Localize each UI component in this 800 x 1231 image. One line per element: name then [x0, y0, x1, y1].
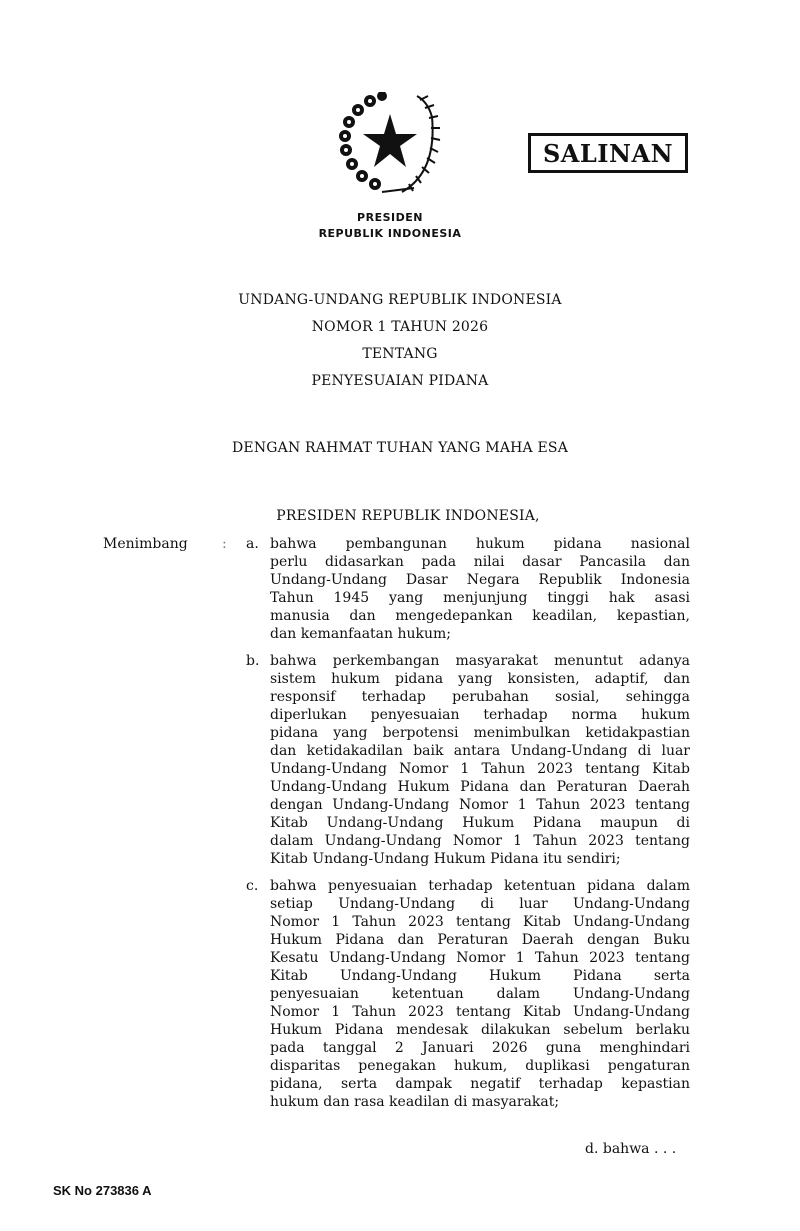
text-line: bahwa penyesuaian terhadap ketentuan pidana dalam — [270, 878, 690, 894]
footer-serial: SK No 273836 A — [53, 1183, 152, 1198]
text-line: pidana yang berpotensi menimbulkan ketidakpastian — [270, 725, 690, 741]
text-line: Hukum Pidana mendesak dilakukan sebelum berlaku — [270, 1022, 690, 1038]
text-line: dan ketidakadilan baik antara Undang-Undang di luar — [270, 743, 690, 759]
text-line: Nomor 1 Tahun 2023 tentang Kitab Undang-Undang — [270, 1004, 690, 1020]
text-line: manusia dan mengedepankan keadilan, kepastian, — [270, 608, 690, 624]
text-line: responsif terhadap perubahan sosial, sehingga — [270, 689, 690, 705]
salinan-stamp: SALINAN — [528, 133, 688, 173]
item-c-letter: c. — [246, 878, 259, 894]
text-line: sistem hukum pidana yang konsisten, adaptif, dan — [270, 671, 690, 687]
continuation-marker: d. bahwa . . . — [585, 1141, 677, 1157]
law-title: UNDANG-UNDANG REPUBLIK INDONESIA — [238, 292, 562, 308]
text-line: Kitab Undang-Undang Hukum Pidana itu sendiri; — [270, 851, 621, 867]
text-line: Undang-Undang Hukum Pidana dan Peraturan Daerah — [270, 779, 690, 795]
text-line: Undang-Undang Dasar Negara Republik Indonesia — [270, 572, 690, 588]
text-line: diperlukan penyesuaian terhadap norma hukum — [270, 707, 690, 723]
item-b-text — [270, 652, 690, 868]
invocation: DENGAN RAHMAT TUHAN YANG MAHA ESA — [231, 440, 569, 456]
text-line: Kitab Undang-Undang Hukum Pidana maupun di — [270, 815, 690, 831]
office-line-2: REPUBLIK INDONESIA — [318, 227, 462, 240]
law-tentang: TENTANG — [362, 346, 438, 362]
text-line: setiap Undang-Undang di luar Undang-Undang — [270, 896, 690, 912]
item-a-text — [270, 535, 690, 643]
item-a-letter: a. — [246, 536, 259, 552]
item-b-letter: b. — [246, 653, 260, 669]
office-heading — [290, 210, 490, 242]
text-line: Nomor 1 Tahun 2023 tentang Kitab Undang-Undang — [270, 914, 690, 930]
text-line: pada tanggal 2 Januari 2026 guna menghindari — [270, 1040, 690, 1056]
text-line: perlu didasarkan pada nilai dasar Pancasila dan — [270, 554, 690, 570]
president-heading: PRESIDEN REPUBLIK INDONESIA, — [276, 508, 540, 524]
text-line: penyesuaian ketentuan dalam Undang-Undang — [270, 986, 690, 1002]
law-subject: PENYESUAIAN PIDANA — [311, 373, 489, 389]
text-line: Hukum Pidana dan Peraturan Daerah dengan Buku — [270, 932, 690, 948]
menimbang-colon: : — [222, 536, 227, 552]
text-line: Kesatu Undang-Undang Nomor 1 Tahun 2023 tentang — [270, 950, 690, 966]
state-emblem-icon — [332, 92, 448, 202]
text-line: pidana, serta dampak negatif terhadap kepastian — [270, 1076, 690, 1092]
item-c-text — [270, 877, 690, 1111]
text-line: Undang-Undang Nomor 1 Tahun 2023 tentang Kitab — [270, 761, 690, 777]
text-line: disparitas penegakan hukum, duplikasi pengaturan — [270, 1058, 690, 1074]
text-line: dan kemanfaatan hukum; — [270, 626, 452, 642]
text-line: bahwa pembangunan hukum pidana nasional — [270, 536, 690, 552]
text-line: hukum dan rasa keadilan di masyarakat; — [270, 1094, 560, 1110]
office-line-1: PRESIDEN — [357, 211, 423, 224]
text-line: dengan Undang-Undang Nomor 1 Tahun 2023 tentang — [270, 797, 690, 813]
text-line: dalam Undang-Undang Nomor 1 Tahun 2023 tentang — [270, 833, 690, 849]
text-line: Tahun 1945 yang menjunjung tinggi hak asasi — [270, 590, 690, 606]
menimbang-label: Menimbang — [103, 536, 188, 552]
text-line: bahwa perkembangan masyarakat menuntut adanya — [270, 653, 690, 669]
text-line: Kitab Undang-Undang Hukum Pidana serta — [270, 968, 690, 984]
law-number: NOMOR 1 TAHUN 2026 — [311, 319, 489, 335]
